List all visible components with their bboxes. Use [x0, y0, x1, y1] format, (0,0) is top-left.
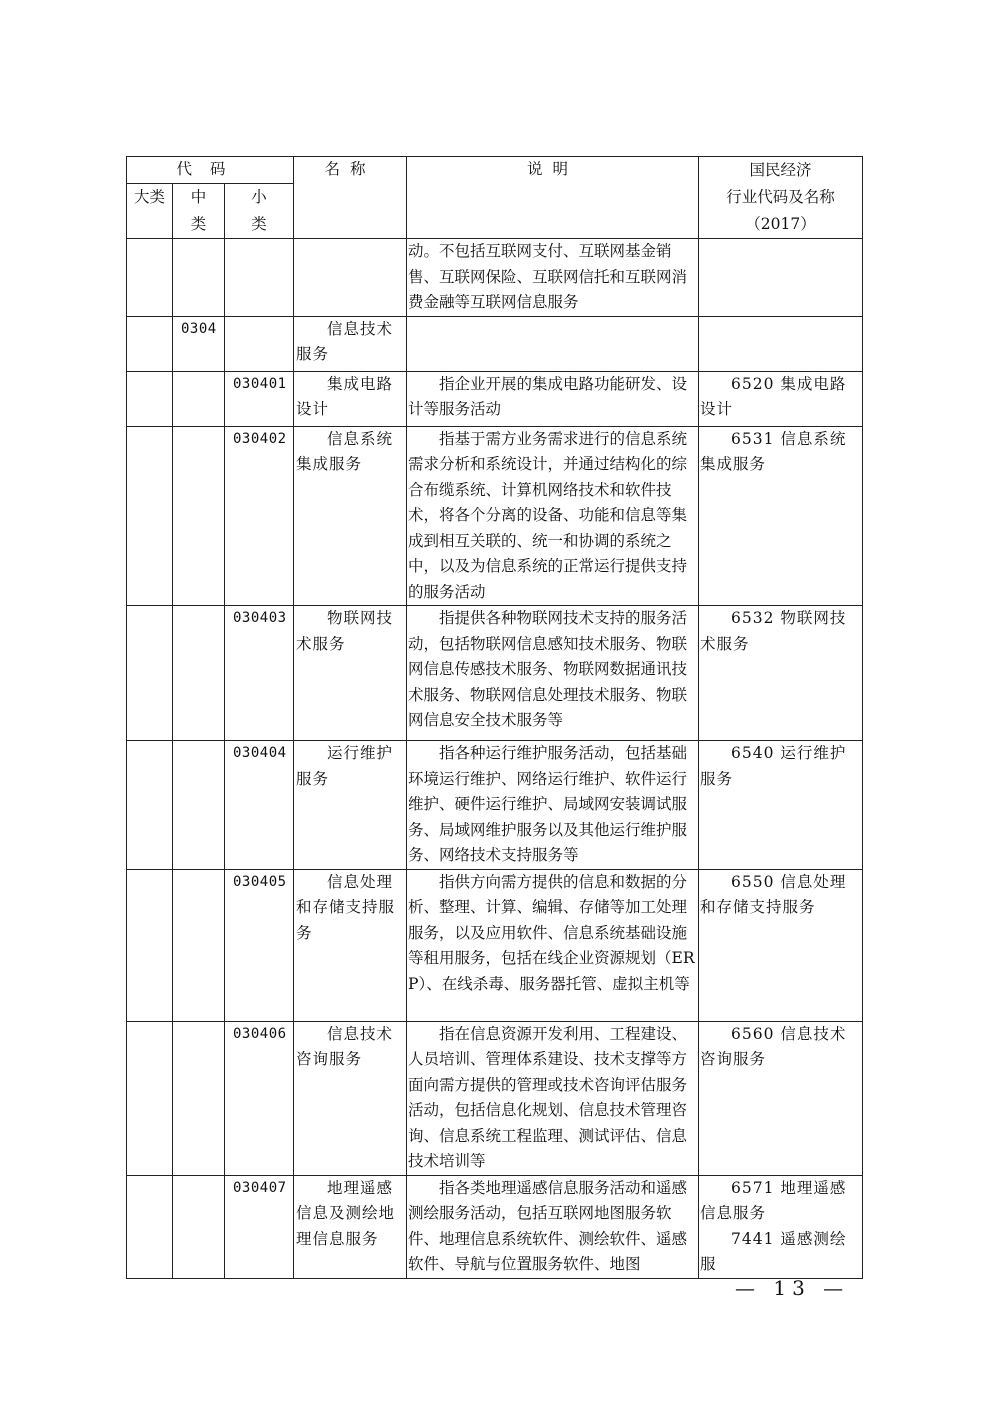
cell-national [699, 1175, 863, 1278]
cell-mid [173, 741, 225, 870]
cell-mid: 0304 [173, 316, 225, 371]
cell-big [127, 606, 173, 741]
cell-big [127, 741, 173, 870]
cell-mid [173, 606, 225, 741]
cell-desc-text: 指各类地理遥感信息服务活动和遥感测绘服务活动，包括互联网地图服务软件、地理信息系统软件、测绘软件、遥感软件、导航与位置服务软件、地图 [408, 1178, 688, 1273]
cell-national [699, 371, 863, 426]
cell-small: 030407 [225, 1175, 294, 1278]
cell-mid [173, 426, 225, 606]
table-row [127, 316, 863, 371]
cell-big [127, 239, 173, 317]
cell-national [699, 741, 863, 870]
cell-national-text: 6560 信息技术咨询服务 [700, 1024, 847, 1068]
cell-name [294, 1175, 407, 1278]
header-mid: 中类 [173, 184, 225, 239]
table-row [127, 371, 863, 426]
cell-desc-text: 指基于需方业务需求进行的信息系统需求分析和系统设计，并通过结构化的综合布缆系统、计算机网络技术和软件技术，将各个分离的设备、功能和信息等集成到相互关联的、统一和协调的系统之中，以及为信息系统的正常运行提供支持的服务活动 [408, 429, 688, 601]
cell-small: 030401 [225, 371, 294, 426]
table-row [127, 869, 863, 1021]
cell-desc [407, 371, 699, 426]
cell-mid [173, 1175, 225, 1278]
cell-national [699, 426, 863, 606]
cell-desc-text: 指供方向需方提供的信息和数据的分析、整理、计算、编辑、存储等加工处理服务，以及应用软件、信息系统基础设施等租用服务，包括在线企业资源规划（ERP）、在线杀毒、服务器托管、虚拟主机等 [408, 872, 695, 993]
cell-mid [173, 869, 225, 1021]
cell-desc [407, 1021, 699, 1175]
cell-national-text: 6531 信息系统集成服务 [700, 429, 847, 473]
cell-name [294, 426, 407, 606]
cell-name [294, 371, 407, 426]
cell-mid [173, 239, 225, 317]
table-row [127, 239, 863, 317]
cell-small: 030406 [225, 1021, 294, 1175]
cell-desc [407, 741, 699, 870]
cell-name-text: 物联网技术服务 [296, 609, 394, 653]
header-name: 名称 [294, 157, 407, 239]
classification-table [126, 156, 863, 1279]
header-row-1 [127, 157, 863, 184]
cell-name [294, 316, 407, 371]
cell-name-text: 信息处理和存储支持服务 [296, 872, 396, 942]
cell-name [294, 869, 407, 1021]
cell-desc [407, 869, 699, 1021]
cell-small: 030404 [225, 741, 294, 870]
cell-desc [407, 316, 699, 371]
cell-big [127, 371, 173, 426]
cell-desc-text: 指各种运行维护服务活动，包括基础环境运行维护、网络运行维护、软件运行维护、硬件运行维护、局域网安装调试服务、局域网维护服务以及其他运行维护服务、网络技术支持服务等 [408, 744, 688, 864]
cell-name-text: 信息技术服务 [296, 319, 394, 363]
cell-desc-text: 指企业开展的集成电路功能研发、设计等服务活动 [408, 374, 688, 418]
cell-national [699, 316, 863, 371]
cell-national-text: 6520 集成电路设计 [700, 374, 847, 418]
cell-desc-text: 指在信息资源开发利用、工程建设、人员培训、管理体系建设、技术支撑等方面向需方提供的管理或技术咨询评估服务活动，包括信息化规划、信息技术管理咨询、信息系统工程监理、测试评估、信息技术培训等 [408, 1024, 688, 1170]
cell-national-text: 6550 信息处理和存储支持服务 [700, 872, 847, 916]
header-small: 小类 [225, 184, 294, 239]
cell-small [225, 239, 294, 317]
cell-desc-text: 指提供各种物联网技术支持的服务活动，包括物联网信息感知技术服务、物联网信息传感技术服务、物联网数据通讯技术服务、物联网信息处理技术服务、物联网信息安全技术服务等 [408, 609, 688, 729]
cell-small [225, 316, 294, 371]
cell-national [699, 869, 863, 1021]
header-national-line2: 行业代码及名称 [726, 188, 835, 206]
header-national [699, 157, 863, 239]
table-row [127, 606, 863, 741]
cell-national [699, 606, 863, 741]
cell-name [294, 239, 407, 317]
header-code: 代码 [127, 157, 294, 184]
header-national-line1: 国民经济 [749, 161, 812, 179]
cell-name-text: 地理遥感信息及测绘地理信息服务 [296, 1178, 396, 1248]
cell-name [294, 1021, 407, 1175]
cell-national-text-2: 7441 遥感测绘服 [700, 1229, 847, 1273]
cell-name-text: 信息技术咨询服务 [296, 1024, 394, 1068]
cell-national-text: 6571 地理遥感信息服务 [700, 1178, 847, 1222]
table-row [127, 1021, 863, 1175]
cell-big [127, 869, 173, 1021]
cell-desc [407, 606, 699, 741]
cell-mid [173, 1021, 225, 1175]
cell-big [127, 1021, 173, 1175]
cell-big [127, 1175, 173, 1278]
cell-desc: 动。不包括互联网支付、互联网基金销售、互联网保险、互联网信托和互联网消费金融等互联网信息服务 [407, 239, 699, 317]
header-national-line3: （2017） [745, 215, 816, 233]
cell-big [127, 426, 173, 606]
cell-desc [407, 1175, 699, 1278]
cell-small: 030402 [225, 426, 294, 606]
table-row [127, 1175, 863, 1278]
cell-name [294, 741, 407, 870]
cell-small: 030405 [225, 869, 294, 1021]
header-desc: 说明 [407, 157, 699, 239]
cell-national [699, 239, 863, 317]
cell-name [294, 606, 407, 741]
cell-name-text: 集成电路设计 [296, 374, 394, 418]
cell-national-text: 6540 运行维护服务 [700, 744, 847, 788]
table-row [127, 426, 863, 606]
header-big: 大类 [127, 184, 173, 239]
cell-national [699, 1021, 863, 1175]
cell-desc [407, 426, 699, 606]
cell-big [127, 316, 173, 371]
cell-national-text: 6532 物联网技术服务 [700, 609, 847, 653]
cell-name-text: 信息系统集成服务 [296, 429, 394, 473]
cell-name-text: 运行维护服务 [296, 744, 394, 788]
page-number: — 13 — [735, 1276, 850, 1300]
cell-mid [173, 371, 225, 426]
table-row [127, 741, 863, 870]
cell-small: 030403 [225, 606, 294, 741]
